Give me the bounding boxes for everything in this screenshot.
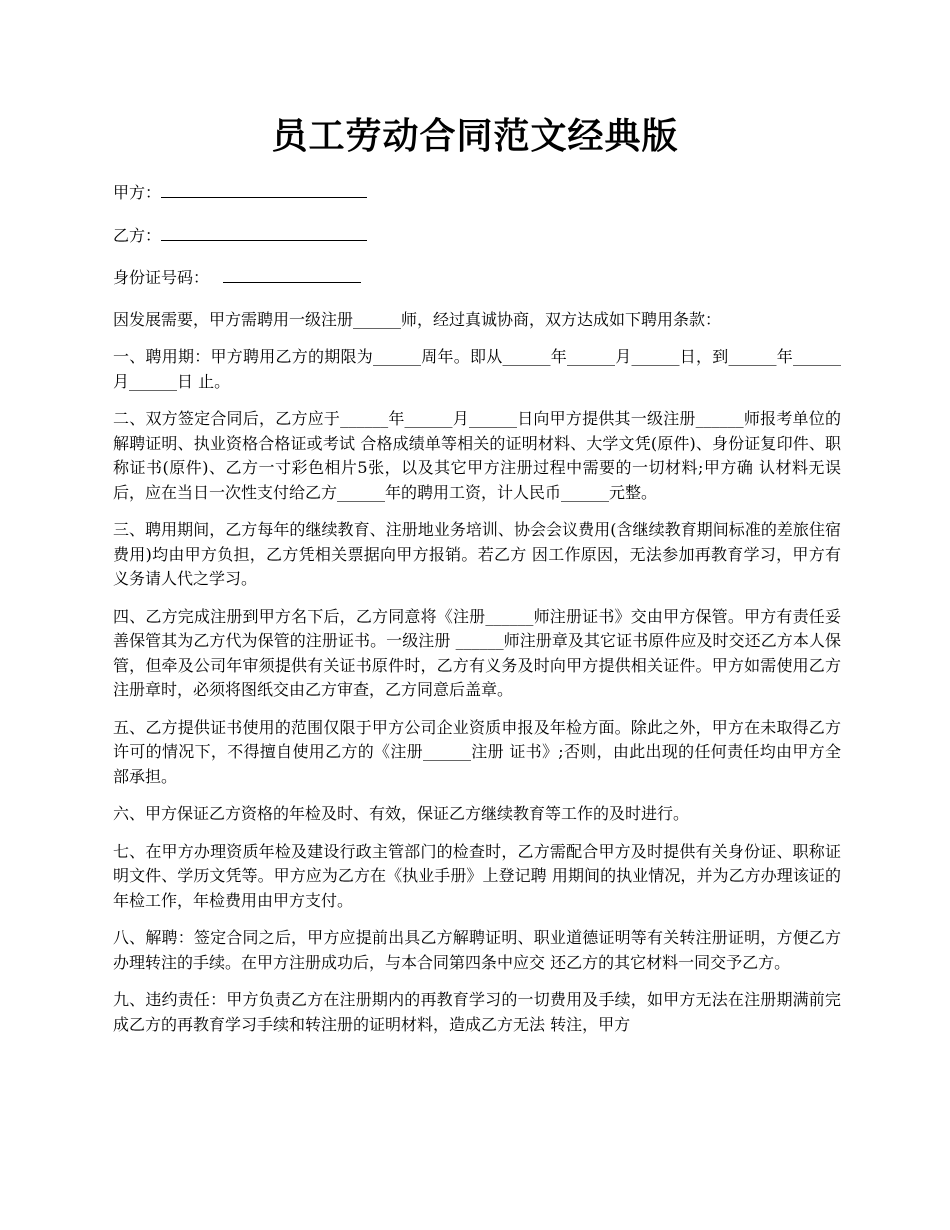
document-body <box>113 180 841 1050</box>
document-title: 员工劳动合同范文经典版 <box>271 115 679 157</box>
id-number-blank <box>223 265 361 283</box>
id-number-field <box>113 265 841 291</box>
clause-2: 二、双方签定合同后，乙方应于______年______月______日向甲方提供其一级注册______师报考单位的解聘证明、执业资格合格证或考试 合格成绩单等相关的证明材料、大学文凭(原件)、身份证复印件、职称证书(原件)、乙方一寸彩色相片5张，以及其它甲方注册过程中需要的一切材料;甲方确 认材料无误后，应在当日一次性支付给乙方______年的聘用工资，计人民币______元整。 <box>113 409 841 502</box>
clause-7: 七、在甲方办理资质年检及建设行政主管部门的检查时，乙方需配合甲方及时提供有关身份证、职称证明文件、学历文凭等。甲方应为乙方在《执业手册》上登记聘 用期间的执业情况，并为乙方办理该证的年检工作，年检费用由甲方支付。 <box>113 841 841 910</box>
clause-8: 八、解聘：签定合同之后，甲方应提前出具乙方解聘证明、职业道德证明等有关转注册证明，方便乙方办理转注的手续。在甲方注册成功后，与本合同第四条中应交 还乙方的其它材料一同交予乙方。 <box>113 928 841 972</box>
id-number-label: 身份证号码： <box>113 268 210 287</box>
party-b-label: 乙方： <box>113 225 162 245</box>
intro-paragraph: 因发展需要，甲方需聘用一级注册______师，经过真诚协商，双方达成如下聘用条款： <box>113 309 722 329</box>
clause-3: 三、聘用期间，乙方每年的继续教育、注册地业务培训、协会会议费用(含继续教育期间标准的差旅住宿费用)均由甲方负担，乙方凭相关票据向甲方报销。若乙方 因工作原因，无法参加再教育学习，甲方有义务请人代之学习。 <box>113 520 841 588</box>
party-a-label: 甲方： <box>113 183 162 202</box>
clause-5: 五、乙方提供证书使用的范围仅限于甲方公司企业资质申报及年检方面。除此之外，甲方在未取得乙方许可的情况下，不得擅自使用乙方的《注册______注册 证书》;否则，由此出现的任何责任均由甲方全部承担。 <box>113 717 841 786</box>
clause-9: 九、违约责任：甲方负责乙方在注册期内的再教育学习的一切费用及手续，如甲方无法在注册期满前完成乙方的再教育学习手续和转注册的证明材料，造成乙方无法 转注，甲方 <box>113 990 841 1034</box>
party-a-field <box>113 180 841 206</box>
clause-6: 六、甲方保证乙方资格的年检及时、有效，保证乙方继续教育等工作的及时进行。 <box>113 804 690 823</box>
clause-1: 一、聘用期：甲方聘用乙方的期限为______周年。即从______年______月______日，到______年______月______日 止。 <box>113 347 841 391</box>
clause-4: 四、乙方完成注册到甲方名下后，乙方同意将《注册______师注册证书》交由甲方保管。甲方有责任妥善保管其为乙方代为保管的注册证书。一级注册 ______师注册章及其它证书原件应及时交还乙方本人保管，但牵及公司年审须提供有关证书原件时，乙方有义务及时向甲方提供相关证件。甲方如需使用乙方 注册章时，必须将图纸交由乙方审查，乙方同意后盖章。 <box>113 606 841 699</box>
party-b-blank <box>161 223 367 241</box>
party-b-field <box>113 223 841 249</box>
party-a-blank <box>161 180 367 198</box>
